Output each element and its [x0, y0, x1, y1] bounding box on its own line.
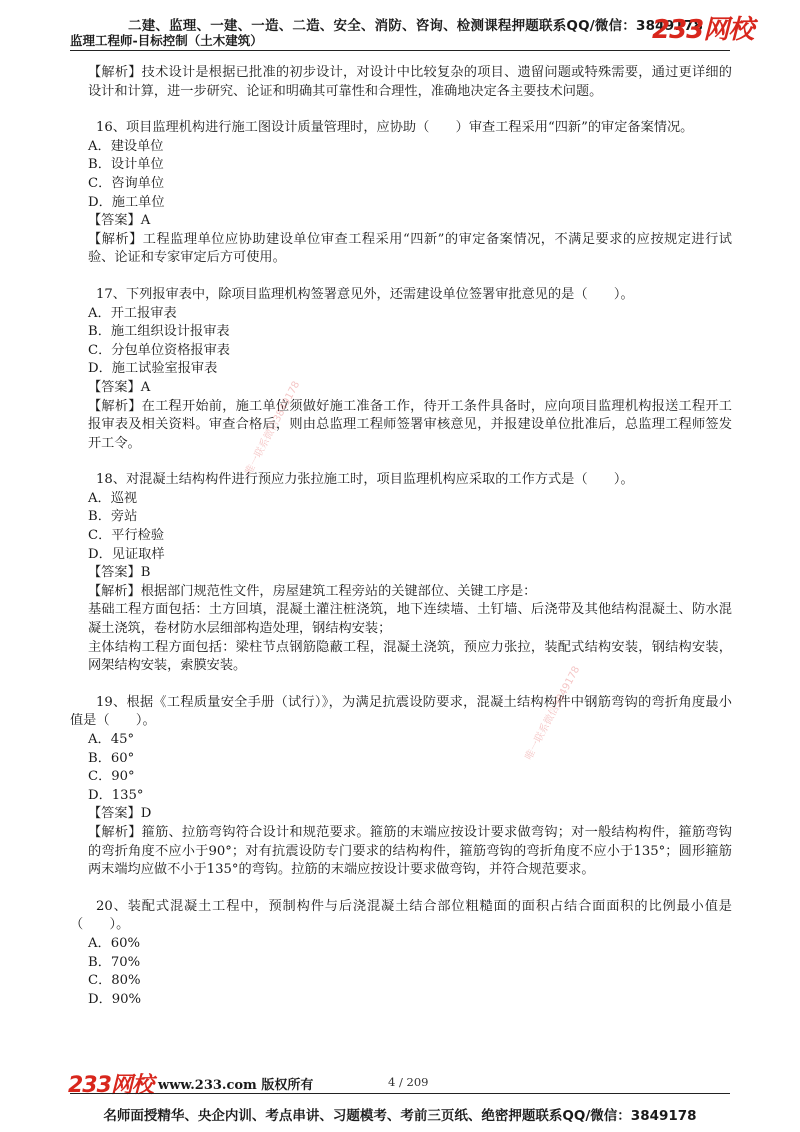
answer-or-analysis: 【解析】根据部门规范性文件，房屋建筑工程旁站的关键部位、关键工序是： — [88, 583, 537, 599]
answer-option: B．设计单位 — [88, 157, 164, 173]
header-contact-line: 二建、监理、一建、一造、二造、安全、消防、咨询、检测课程押题联系QQ/微信：3849178 — [128, 18, 704, 34]
answer-option: C．咨询单位 — [88, 175, 165, 191]
answer-option: A．45° — [88, 732, 135, 747]
paragraph-gap — [70, 453, 732, 471]
question-stem: 16、项目监理机构进行施工图设计质量管理时，应协助（ ）审查工程采用“四新”的审定备案情况。 — [96, 120, 694, 136]
answer-option: D．施工试验室报审表 — [88, 361, 218, 377]
question-stem: 19、根据《工程质量安全手册（试行）》，为满足抗震设防要求，混凝土结构构件中钢筋弯钩的弯折角度最小值是（ ）。 — [70, 694, 732, 729]
header-course-title: 监理工程师-目标控制（土木建筑） — [70, 33, 263, 48]
answer-option: B．70% — [88, 954, 141, 970]
paragraph-gap — [70, 676, 732, 694]
footer-site-link[interactable]: www.233.com 版权所有 — [158, 1078, 314, 1093]
paragraph-gap — [70, 880, 732, 898]
answer-option: C．分包单位资格报审表 — [88, 342, 230, 358]
document-body — [70, 64, 732, 1009]
footer-rule — [70, 1093, 730, 1094]
answer-or-analysis: 【解析】在工程开始前，施工单位须做好施工准备工作，待开工条件具备时，应向项目监理机构报送工程开工报审表及相关资料。审查合格后，则由总监理工程师签署审核意见，并报建设单位批准后，总监理工程师签发开工令。 — [88, 398, 732, 451]
header-rule — [70, 50, 730, 51]
answer-or-analysis: 【答案】A — [88, 379, 151, 395]
answer-option: C．平行检验 — [88, 528, 165, 544]
page-number: 4 / 209 — [388, 1075, 429, 1089]
answer-or-analysis: 主体结构工程方面包括：梁柱节点钢筋隐蔽工程，混凝土浇筑，预应力张拉，装配式结构安装，钢结构安装，网架结构安装，索膜安装。 — [88, 639, 732, 674]
paragraph-gap — [70, 101, 732, 119]
answer-option: A．60% — [88, 935, 141, 951]
answer-option: D．施工单位 — [88, 194, 165, 210]
answer-option: B．施工组织设计报审表 — [88, 324, 230, 340]
paragraph-gap — [70, 268, 732, 286]
answer-option: A．开工报审表 — [88, 305, 177, 321]
answer-option: D．见证取样 — [88, 546, 165, 562]
answer-or-analysis: 【答案】B — [88, 565, 151, 581]
answer-option: B．60° — [88, 750, 135, 766]
answer-option: B．旁站 — [88, 509, 138, 525]
answer-or-analysis: 【解析】工程监理单位应协助建设单位审查工程采用“四新”的审定备案情况，不满足要求的应按规定进行试验、论证和专家审定后方可使用。 — [88, 231, 732, 266]
answer-or-analysis: 【解析】技术设计是根据已批准的初步设计，对设计中比较复杂的项目、遗留问题或特殊需要，通过更详细的设计和计算，进一步研究、论证和明确其可靠性和合理性，准确地决定各主要技术问题。 — [88, 65, 732, 99]
answer-option: D．90% — [88, 991, 142, 1007]
answer-option: C．80% — [88, 973, 141, 989]
answer-option: D．135° — [88, 787, 144, 803]
footer-slogan: 名师面授精华、央企内训、考点串讲、习题模考、考前三页纸、绝密押题联系QQ/微信：3849178 — [103, 1108, 697, 1124]
answer-option: C．90° — [88, 769, 135, 785]
brand-logo: 233网校 — [652, 15, 754, 45]
answer-or-analysis: 【解析】箍筋、拉筋弯钩符合设计和规范要求。箍筋的末端应按设计要求做弯钩；对一般结构构件，箍筋弯钩的弯折角度不应小于90°；对有抗震设防专门要求的结构构件，箍筋弯钩的弯折角度不应小于135°；圆形箍筋两末端均应做不小于135°的弯钩。拉筋的末端应按设计要求做弯钩，并符合规范要求。 — [88, 824, 732, 878]
watermark: 唯一联系微信3849178 — [243, 379, 303, 478]
answer-option: A．巡视 — [88, 490, 138, 506]
answer-or-analysis: 【答案】A — [88, 213, 151, 229]
answer-option: A．建设单位 — [88, 138, 164, 154]
answer-or-analysis: 基础工程方面包括：土方回填，混凝土灌注桩浇筑，地下连续墙、土钉墙、后浇带及其他结构混凝土、防水混凝土浇筑，卷材防水层细部构造处理，钢结构安装； — [88, 602, 732, 637]
question-stem: 18、对混凝土结构构件进行预应力张拉施工时，项目监理机构应采取的工作方式是（ ）。 — [96, 472, 634, 488]
question-stem: 20、装配式混凝土工程中，预制构件与后浇混凝土结合部位粗糙面的面积占结合面面积的比例最小值是（ ）。 — [70, 898, 732, 933]
question-stem: 17、下列报审表中，除项目监理机构签署意见外，还需建设单位签署审批意见的是（ ）。 — [96, 286, 634, 302]
footer-logo: 233网校 — [68, 1073, 153, 1098]
answer-or-analysis: 【答案】D — [88, 806, 152, 822]
watermark: 唯一联系微信3849178 — [523, 664, 583, 763]
